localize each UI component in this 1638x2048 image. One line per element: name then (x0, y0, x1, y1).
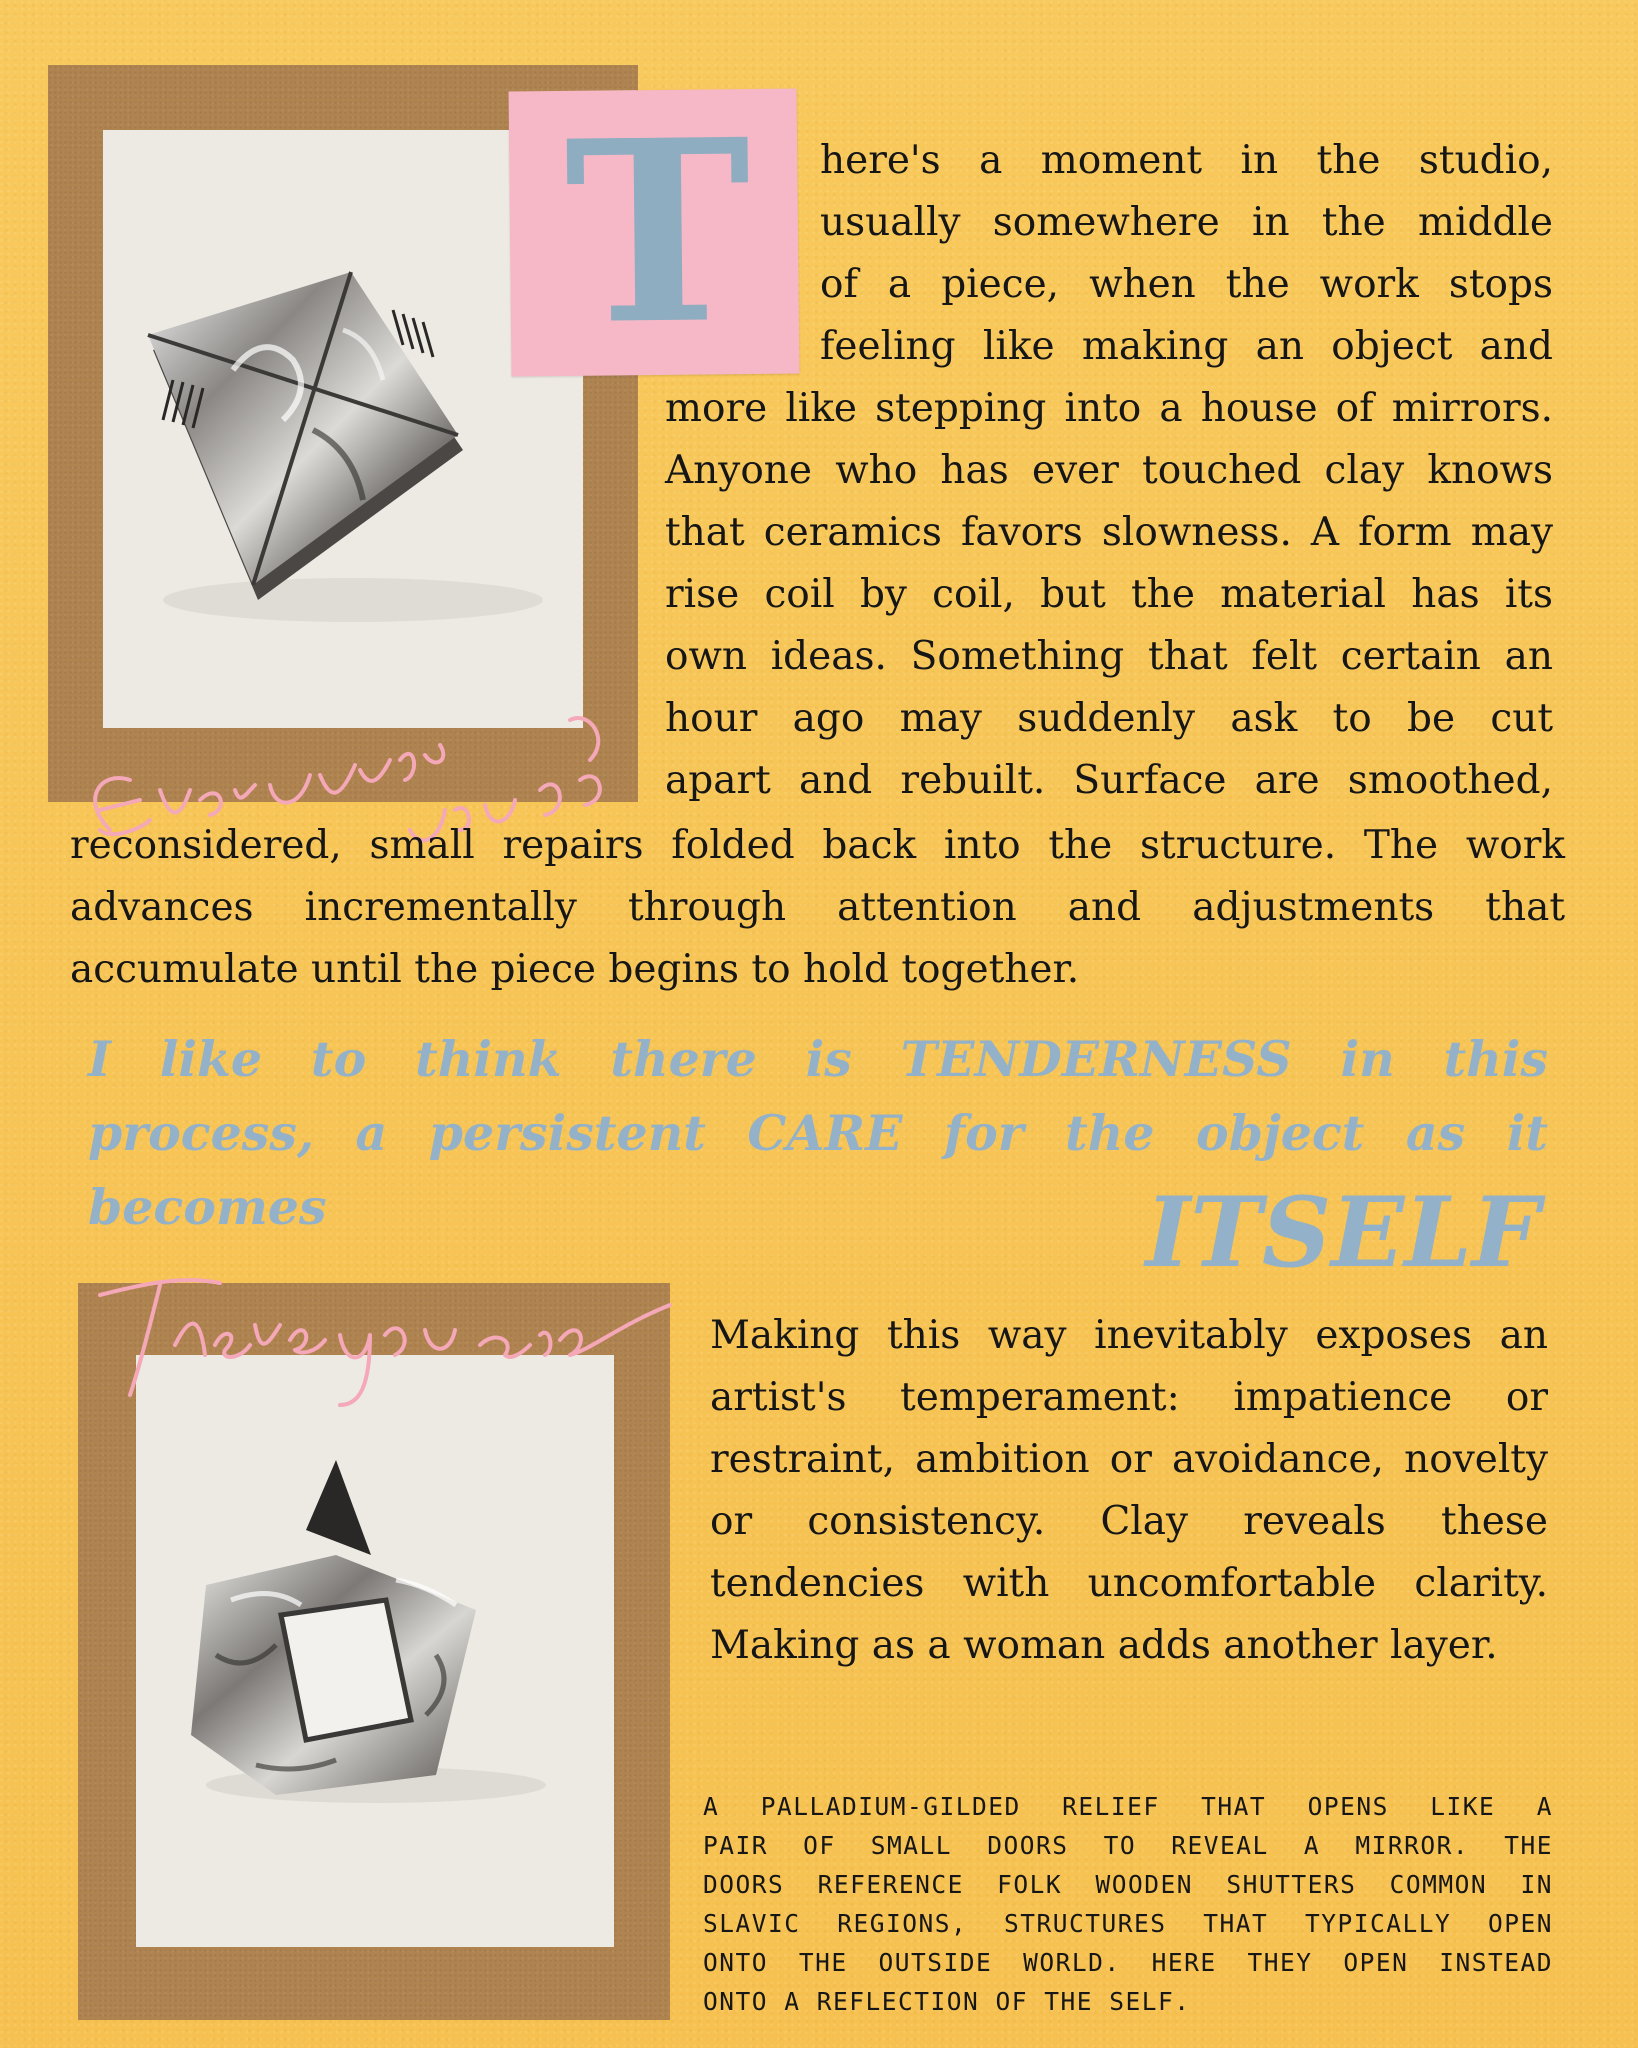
text-line: artist's temperament: impatience or (710, 1375, 1548, 1420)
open-mirror-relief-image (136, 1355, 614, 1947)
text-line: advances incrementally through attention and adjustments that (70, 885, 1565, 930)
text-line: accumulate until the piece begins to hold together. (70, 947, 1080, 992)
text-line: Making as a woman adds another layer. (710, 1623, 1498, 1668)
text-line: Anyone who has ever touched clay knows (665, 448, 1553, 493)
caption-line: PAIR OF SMALL DOORS TO REVEAL A MIRROR. THE (703, 1831, 1553, 1860)
quote-line: becomes (88, 1178, 327, 1236)
caption-line: DOORS REFERENCE FOLK WOODEN SHUTTERS COMMON IN (703, 1870, 1553, 1899)
pull-quote-emphasis: ITSELF (1145, 1176, 1540, 1289)
caption-line: A PALLADIUM-GILDED RELIEF THAT OPENS LIKE A (703, 1792, 1553, 1821)
second-paragraph-lines (710, 1305, 1548, 1615)
text-line: feeling like making an object and (820, 324, 1553, 369)
full-width-paragraph-lines (70, 815, 1565, 939)
pull-quote (88, 1022, 1548, 1170)
dropcap-letter: T (563, 84, 745, 380)
text-line: here's a moment in the studio, (820, 138, 1553, 183)
middle-paragraph-lines (665, 378, 1553, 812)
second-paragraph-last (710, 1615, 1548, 1677)
artwork-caption-last (703, 1982, 1553, 2021)
text-line: restraint, ambition or avoidance, novelty (710, 1437, 1548, 1482)
text-line: own ideas. Something that felt certain an (665, 634, 1553, 679)
quote-line: I like to think there is TENDERNESS in this (88, 1030, 1548, 1088)
text-line: tendencies with uncomfortable clarity. (710, 1561, 1548, 1606)
text-line: of a piece, when the work stops (820, 262, 1553, 307)
text-line: more like stepping into a house of mirrors. (665, 386, 1553, 431)
full-width-last-line (70, 939, 1565, 1001)
text-line: apart and rebuilt. Surface are smoothed, (665, 758, 1553, 803)
artwork-caption (703, 1787, 1553, 1982)
caption-line: SLAVIC REGIONS, STRUCTURES THAT TYPICALLY OPEN (703, 1909, 1553, 1938)
text-line: rise coil by coil, but the material has its (665, 572, 1553, 617)
text-line: Making this way inevitably exposes an (710, 1313, 1548, 1358)
text-line: that ceramics favors slowness. A form may (665, 510, 1553, 555)
text-line: or consistency. Clay reveals these (710, 1499, 1548, 1544)
text-line: usually somewhere in the middle (820, 200, 1553, 245)
text-line: reconsidered, small repairs folded back into the structure. The work (70, 823, 1565, 868)
dropcap-sticky-note (509, 84, 800, 380)
quote-line: process, a persistent CARE for the object as it (88, 1104, 1548, 1162)
caption-line: ONTO A REFLECTION OF THE SELF. (703, 1987, 1191, 2016)
intro-paragraph-lines (820, 130, 1553, 378)
caption-line: ONTO THE OUTSIDE WORLD. HERE THEY OPEN INSTEAD (703, 1948, 1553, 1977)
bottom-photo (136, 1355, 614, 1947)
text-line: hour ago may suddenly ask to be cut (665, 696, 1553, 741)
